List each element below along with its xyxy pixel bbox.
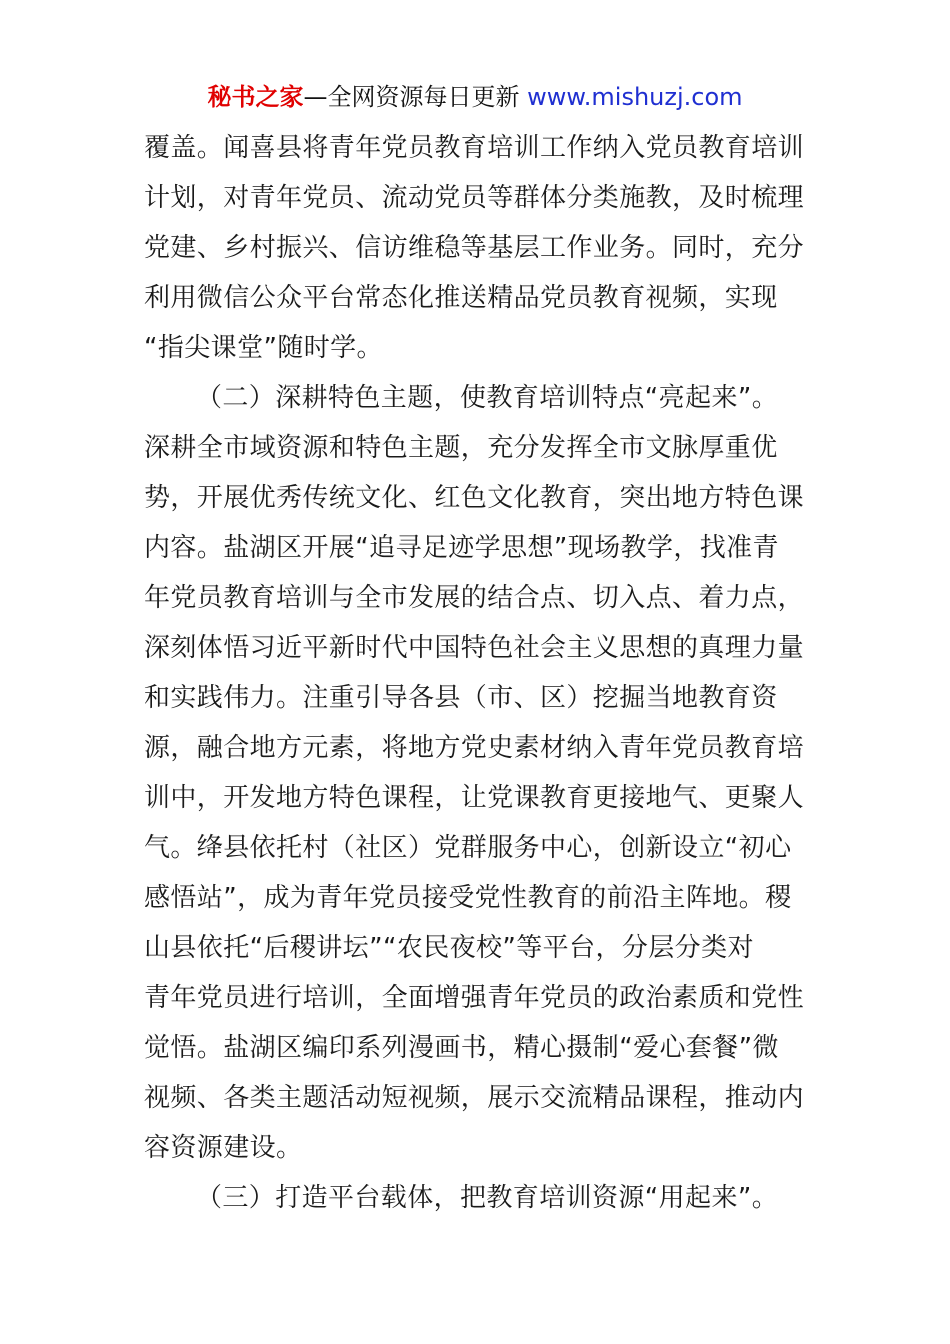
text-line: 计划，对青年党员、流动党员等群体分类施教，及时梳理	[144, 183, 805, 213]
text-line: 青年党员进行培训，全面增强青年党员的政治素质和党性	[144, 983, 805, 1013]
site-url[interactable]: www.mishuzj.com	[527, 83, 743, 111]
text-line: 年党员教育培训与全市发展的结合点、切入点、着力点，	[144, 583, 805, 613]
text-line: 内容。盐湖区开展“追寻足迹学思想”现场教学，找准青	[144, 533, 779, 563]
site-tagline: —全网资源每日更新	[303, 83, 528, 111]
text-line: 和实践伟力。注重引导各县（市、区）挖掘当地教育资	[144, 683, 778, 713]
text-line: 利用微信公众平台常态化推送精品党员教育视频，实现	[144, 283, 778, 313]
document-body	[144, 123, 816, 1223]
text-line: 觉悟。盐湖区编印系列漫画书，精心摄制“爱心套餐”微	[144, 1033, 779, 1063]
text-line: 势，开展优秀传统文化、红色文化教育，突出地方特色课	[144, 483, 805, 513]
site-brand: 秘书之家	[207, 83, 304, 111]
text-line: 视频、各类主题活动短视频，展示交流精品课程，推动内	[144, 1083, 805, 1113]
text-line: 山县依托“后稷讲坛”“农民夜校”等平台，分层分类对	[144, 933, 754, 963]
section-heading: （三）打造平台载体，把教育培训资源“用起来”。	[196, 1183, 779, 1213]
text-line: 深耕全市域资源和特色主题，充分发挥全市文脉厚重优	[144, 433, 778, 463]
text-line: 容资源建设。	[144, 1133, 303, 1163]
text-line: “指尖课堂”随时学。	[144, 333, 383, 363]
text-line: 覆盖。闻喜县将青年党员教育培训工作纳入党员教育培训	[144, 133, 805, 163]
text-line: 感悟站”，成为青年党员接受党性教育的前沿主阵地。稷	[144, 883, 792, 913]
section-heading: （二）深耕特色主题，使教育培训特点“亮起来”。	[196, 383, 779, 413]
text-line: 气。绛县依托村（社区）党群服务中心，创新设立“初心	[144, 833, 792, 863]
text-line: 党建、乡村振兴、信访维稳等基层工作业务。同时，充分	[144, 233, 805, 263]
page-header	[0, 80, 950, 114]
text-line: 源，融合地方元素，将地方党史素材纳入青年党员教育培	[144, 733, 805, 763]
text-line: 训中，开发地方特色课程，让党课教育更接地气、更聚人	[144, 783, 805, 813]
text-line: 深刻体悟习近平新时代中国特色社会主义思想的真理力量	[144, 633, 805, 663]
